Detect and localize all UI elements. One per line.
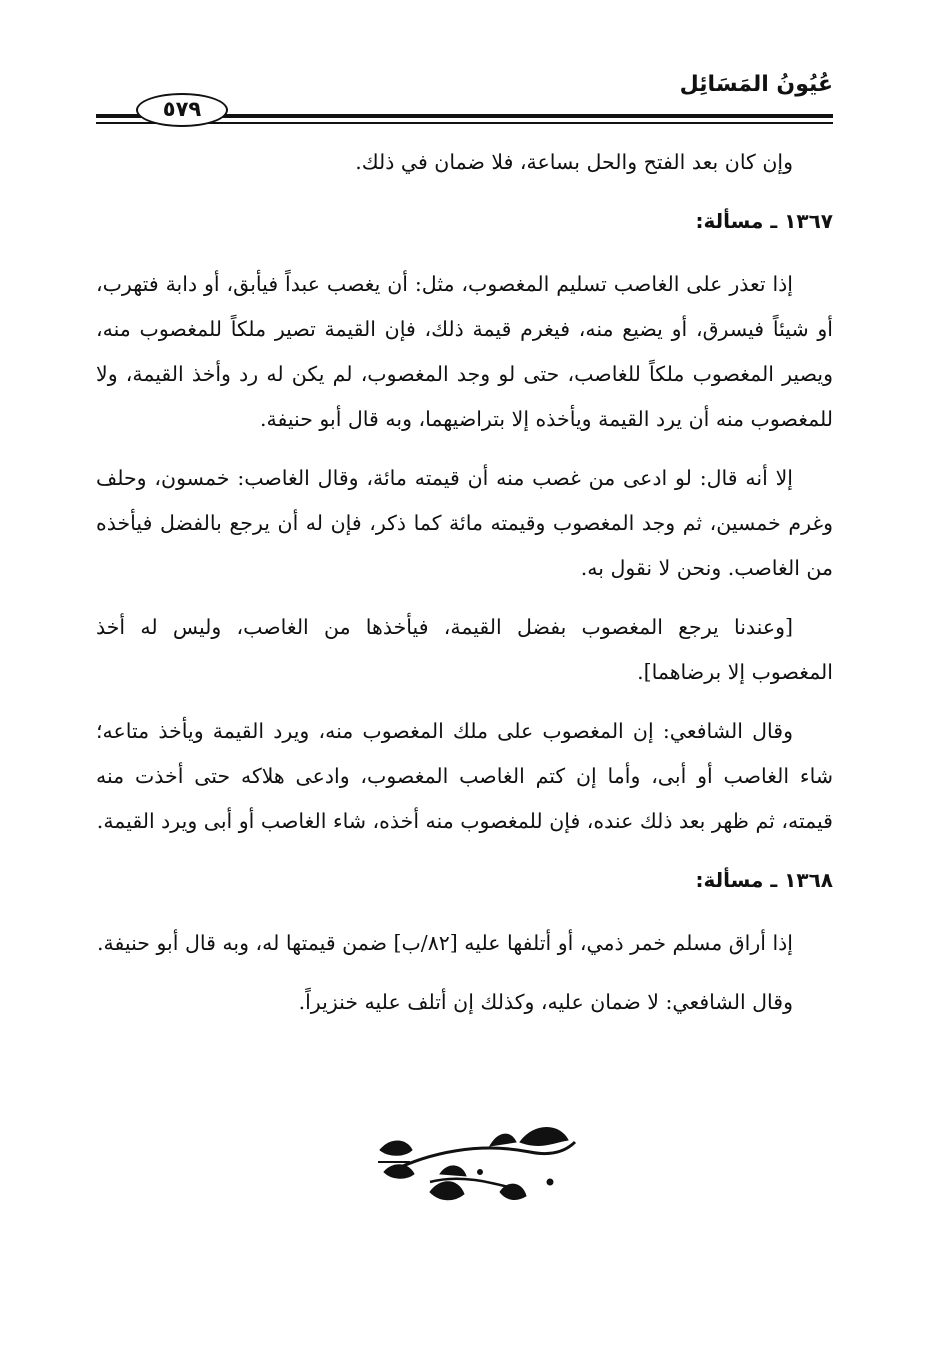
page-body (96, 140, 833, 1039)
page-header (96, 66, 833, 136)
paragraph: وإن كان بعد الفتح والحل بساعة، فلا ضمان في ذلك. (355, 150, 793, 174)
paragraph: وقال الشافعي: لا ضمان عليه، وكذلك إن أتلف عليه خنزيراً. (298, 990, 793, 1014)
paragraph: [وعندنا يرجع المغصوب بفضل القيمة، فيأخذها من الغاصب، وليس له أخذ المغصوب إلا برضاهما]. (96, 615, 833, 684)
issue-heading: ١٣٦٧ ـ مسألة: (695, 209, 833, 233)
floral-ornament-icon (370, 1112, 580, 1208)
book-title: عُيُونُ المَسَائِل (679, 72, 833, 97)
paragraph: إذا تعذر على الغاصب تسليم المغصوب، مثل: أن يغصب عبداً فيأبق، أو دابة فتهرب، أو شيئاً فيسرق، أو يضيع منه، فيغرم قيمة ذلك، فإن القيمة تصير ملكاً للمغصوب منه، ويصير المغصوب ملكاً للغاصب، حتى لو وجد المغصوب، لم يكن له رد وأخذ القيمة، ولا للمغصوب منه أن يرد القيمة ويأخذه إلا بتراضيهما، وبه قال أبو حنيفة. (96, 272, 833, 431)
issue-heading: ١٣٦٨ ـ مسألة: (695, 868, 833, 892)
paragraph: إلا أنه قال: لو ادعى من غصب منه أن قيمته مائة، وقال الغاصب: خمسون، وحلف وغرم خمسين، ثم وجد المغصوب وقيمته مائة كما ذكر، فإن له أن يرجع بالفضل فيأخذه من الغاصب. ونحن لا نقول به. (96, 466, 833, 580)
page-number: ٥٧٩ (136, 93, 228, 127)
paragraph: وقال الشافعي: إن المغصوب على ملك المغصوب منه، ويرد القيمة ويأخذ متاعه؛ شاء الغاصب أو أبى، وأما إن كتم الغاصب المغصوب، وادعى هلاكه حتى أخذت منه قيمته، ثم ظهر بعد ذلك عنده، فإن للمغصوب منه أخذه، شاء الغاصب أو أبى ويرد القيمة. (96, 719, 833, 833)
paragraph: إذا أراق مسلم خمر ذمي، أو أتلفها عليه [٨٢/ب] ضمن قيمتها له، وبه قال أبو حنيفة. (97, 931, 793, 955)
